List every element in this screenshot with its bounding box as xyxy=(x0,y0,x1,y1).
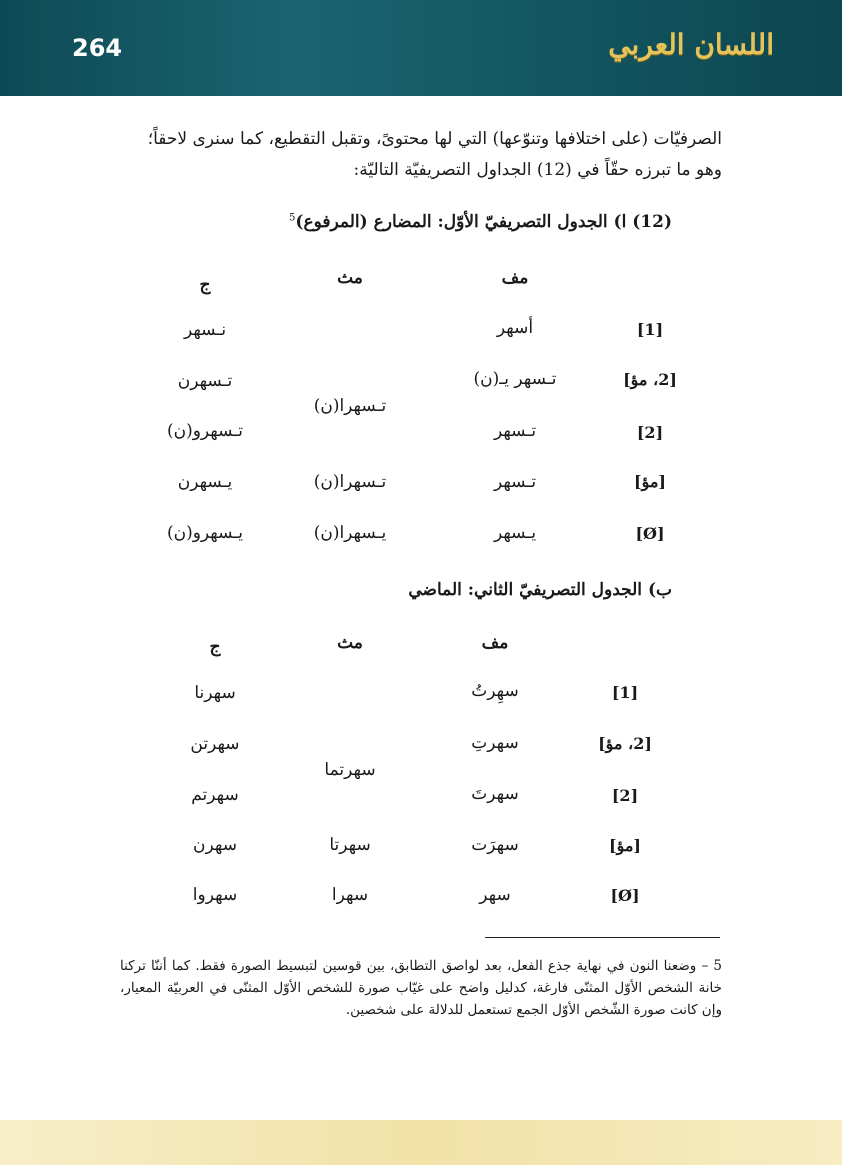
table2-cell-singular: سهرتِ xyxy=(471,733,519,753)
table2-cell-plural: سهرتن xyxy=(190,734,240,754)
table2-row-label: [Ø] xyxy=(610,886,640,905)
table1-col-singular: مف xyxy=(501,268,529,288)
journal-logo: اللسان العربي xyxy=(608,28,774,61)
table1-merged-dual: تـسهرا(ن) xyxy=(313,396,387,416)
table2-cell-plural: سهرنا xyxy=(194,683,236,703)
table1-cell-singular: تـسهر xyxy=(493,472,537,492)
page-footer-band xyxy=(0,1120,842,1165)
table2-cell-plural: سهروا xyxy=(192,885,238,905)
table2-cell-plural: سهرن xyxy=(193,835,237,855)
intro-paragraph: الصرفيّات (على اختلافها وتنوّعها) التي لها محتوىً، وتقبل التقطيع، كما سنرى لاحقاً؛ وهو ما تبرزه حقّاً في (12) الجداول التصريفيّة التاليّة: xyxy=(147,129,722,180)
table1-cell-plural: يـسهرو(ن) xyxy=(166,523,244,543)
table1-row-label: [2، مؤ] xyxy=(623,370,677,389)
table2-row-label: [مؤ] xyxy=(609,836,641,855)
table2-col-dual: مث xyxy=(337,633,363,653)
table1-cell-singular: تـسهر يـ(ن) xyxy=(473,369,557,389)
table1-cell-dual: تـسهرا(ن) xyxy=(313,472,387,492)
page-header xyxy=(0,0,842,96)
table1-heading-text: (12) ا) الجدول التصريفيّ الأوّل: المضارع (المرفوع) xyxy=(295,212,672,232)
table2-row-label: [2] xyxy=(611,786,639,805)
table2-col-plural: ج xyxy=(209,637,221,657)
table1-row-label: [2] xyxy=(636,423,664,442)
table2-col-singular: مف xyxy=(481,633,509,653)
table2-cell-plural: سهرتم xyxy=(191,785,239,805)
table2-cell-dual: سهرا xyxy=(331,885,369,905)
footnote-text: 5 – وضعنا النون في نهاية جذع الفعل، بعد لواصق التطابق، بين قوسين لتبسيط الصورة فقط. كما أننّا تركنا خانة الشخص الأوّل المثنّى فارغة، كدليل واضح على غيّاب صورة للشخص الأوّل المثنّى في العربيّة المعيار، وإن كانت صورة الشّخص الأوّل الجمع تستعمل للدلالة على شخصين. xyxy=(120,958,722,1018)
table2-merged-dual: سهرتما xyxy=(324,760,376,780)
table2-cell-singular: سهر xyxy=(479,885,511,905)
table2-row-label: [1] xyxy=(611,683,639,702)
table1-cell-plural: تـسهرن xyxy=(177,371,233,391)
table1-heading xyxy=(120,212,672,232)
table1-cell-singular: أسهر xyxy=(496,318,534,338)
footnote-ref: 5 xyxy=(289,212,296,224)
table1-row-label: [1] xyxy=(636,320,664,339)
table1-row-label: [مؤ] xyxy=(634,472,666,491)
table1-cell-plural: يـسهرن xyxy=(177,472,233,492)
table1-col-dual: مث xyxy=(337,268,363,288)
table2-cell-singular: سهرتَ xyxy=(471,784,519,804)
table2-cell-singular: سهِرتُ xyxy=(471,681,519,701)
table1-col-plural: ج xyxy=(199,275,211,295)
table1-cell-singular: تـسهر xyxy=(493,421,537,441)
table1-cell-plural: تـسهرو(ن) xyxy=(166,421,244,441)
page-number: 264 xyxy=(72,34,123,62)
table2-cell-dual: سهرتا xyxy=(329,835,371,855)
table2-cell-singular: سهرَت xyxy=(471,835,519,855)
table1-cell-singular: يـسهر xyxy=(493,523,537,543)
table2-row-label: [2، مؤ] xyxy=(598,734,652,753)
footnote-divider xyxy=(485,937,720,938)
table1-cell-dual: يـسهرا(ن) xyxy=(313,523,387,543)
table1-cell-plural: نـسهر xyxy=(183,320,227,340)
table1-row-label: [Ø] xyxy=(635,524,665,543)
table2-heading: ب) الجدول التصريفيّ الثاني: الماضي xyxy=(408,580,672,600)
